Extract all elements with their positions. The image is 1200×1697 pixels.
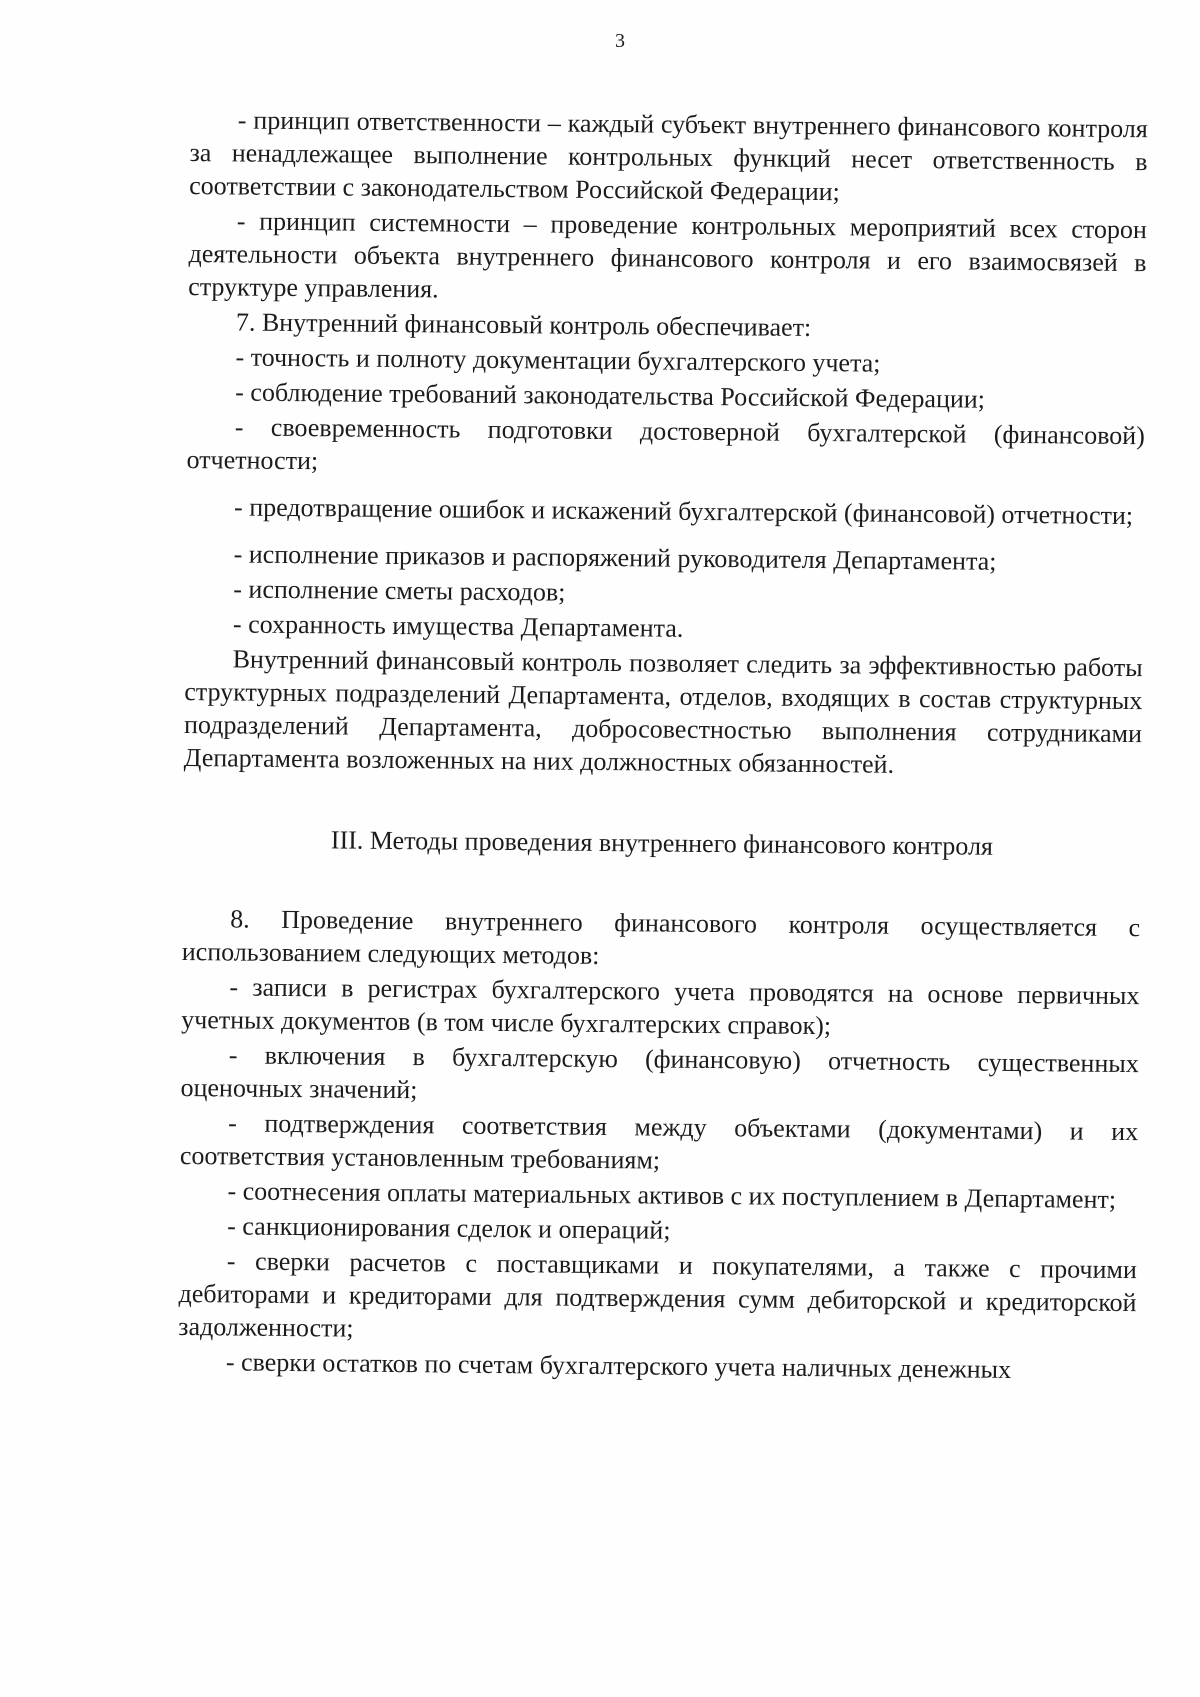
paragraph-error-prevention: - предотвращение ошибок и искажений бухгалтерской (финансовой) отчетности;	[233, 492, 1134, 531]
paragraph-orders-execution: - исполнение приказов и распоряжений руководителя Департамента;	[233, 539, 997, 576]
paragraph-estimates-inclusion: - включения в бухгалтерскую (финансовую) отчетность существенных оценочных значений;	[180, 1040, 1139, 1105]
paragraph-item-8: 8. Проведение внутреннего финансового контроля осуществляется с использованием следующих методов:	[181, 904, 1141, 970]
paragraph-compliance: - соблюдение требований законодательства Российской Федерации;	[235, 377, 986, 414]
paragraph-conformity-check: - подтверждения соответствия между объектами (документами) и их соответствия установленным требованиям;	[179, 1108, 1139, 1175]
paragraph-responsibility-principle: - принцип ответственности – каждый субъект внутреннего финансового контроля за ненадлежащее выполнение контрольных функций несет ответственность в соответствии с законодательством Российской Федерации;	[189, 105, 1148, 207]
paragraph-settlement-reconciliation: - сверки расчетов с поставщиками и покупателями, а также с прочими дебиторами и кредиторами для подтверждения сумм дебиторской и кредиторской задолженности;	[178, 1246, 1137, 1343]
paragraph-timeliness: - своевременность подготовки достоверной бухгалтерской (финансовой) отчетности;	[186, 412, 1145, 476]
paragraph-budget-execution: - исполнение сметы расходов;	[233, 574, 566, 607]
paragraph-system-principle: - принцип системности – проведение контрольных мероприятий всех сторон деятельности объекта внутреннего финансового контроля и его взаимосвязей в структуре управления.	[188, 206, 1147, 304]
paragraph-payment-matching: - соотнесения оплаты материальных активов с их поступлением в Департамент;	[227, 1176, 1117, 1214]
paragraph-item-7: 7. Внутренний финансовый контроль обеспечивает:	[235, 307, 812, 342]
section-heading: III. Методы проведения внутреннего финансового контроля	[330, 825, 994, 861]
paragraph-register-entries: - записи в регистрах бухгалтерского учета проводятся на основе первичных учетных документов (в том числе бухгалтерских справок);	[181, 972, 1140, 1041]
paragraph-authorization: - санкционирования сделок и операций;	[227, 1211, 671, 1245]
paragraph-balance-reconciliation: - сверки остатков по счетам бухгалтерского учета наличных денежных	[225, 1347, 1012, 1384]
document-body	[178, 103, 1148, 1389]
paragraph-accuracy: - точность и полноту документации бухгалтерского учета;	[235, 342, 881, 378]
paragraph-property-safety: - сохранность имущества Департамента.	[232, 609, 684, 643]
paragraph-control-allows: Внутренний финансовый контроль позволяет следить за эффективностью работы структурных подразделений Департамента, отделов, входящих в состав структурных подразделений Департамента, добросовестностью выполнения сотрудниками Департамента возложенных на них должностных обязанностей.	[183, 644, 1143, 779]
page-number: 3	[615, 30, 625, 52]
